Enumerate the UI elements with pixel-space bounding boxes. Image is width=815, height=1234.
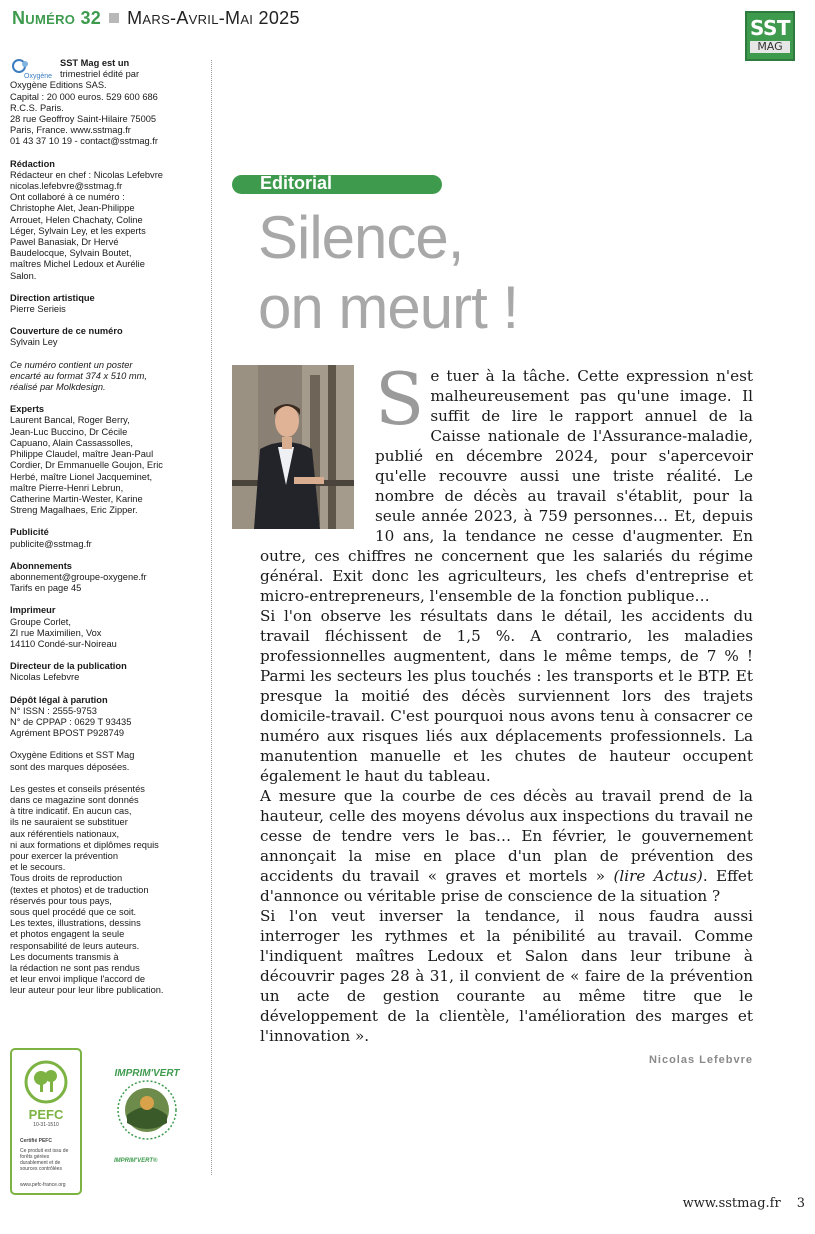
pefc-code: 10-31-1510 — [33, 1122, 59, 1128]
publicite-email: publicite@sstmag.fr — [10, 538, 92, 549]
section-tag — [232, 175, 442, 194]
experts-line: Herbé, maître Lionel Jacqueminet, — [10, 471, 153, 482]
redaction-line: Ont collaboré à ce numéro : — [10, 192, 125, 203]
experts-line: maître Pierre-Henri Lebrun, — [10, 482, 124, 493]
depot-legal-block — [10, 695, 205, 740]
redaction-line: Rédacteur en chef : Nicolas Lefebvre — [10, 169, 163, 180]
couverture-name: Sylvain Ley — [10, 337, 58, 348]
abonnements-title: Abonnements — [10, 560, 72, 571]
legal-line: aux référentiels nationaux, — [10, 828, 120, 839]
paragraph: Si l'on observe les résultats dans le détail, les accidents du travail fléchissent de 1,5 %. A contrario, les maladies professionnelles augmentent, dans le même temps, de 7 % ! Parmi les secteurs les plus touchés : les transports et le BTP. Et presque la moitié des décès surviennent lors des trajets domicile-travail. C'est pourquoi nous avons tenu à consacrer ce numéro aux risques liés aux déplacements professionnels. La manutention manuelle et les chutes de hauteur occupent également le haut du tableau. — [260, 607, 753, 785]
imprimeur-line: ZI rue Maximilien, Vox — [10, 627, 102, 638]
imprim-vert-icon — [112, 1079, 182, 1141]
pefc-tree-icon — [24, 1060, 68, 1104]
footer-url[interactable]: www.sstmag.fr — [682, 1196, 781, 1211]
oxygene-logo-text: Oxygène — [24, 73, 53, 80]
dropcap: S — [375, 357, 425, 441]
couverture-title: Couverture de ce numéro — [10, 326, 123, 337]
abonnements-line: Tarifs en page 45 — [10, 583, 82, 594]
paragraph — [260, 786, 753, 906]
logo-line1: SST — [749, 16, 791, 40]
legal-line: dans ce magazine sont donnés — [10, 794, 139, 805]
oxygene-logo-icon — [10, 58, 58, 80]
redaction-line: Arrouet, Helen Chachaty, Coline — [10, 214, 143, 225]
directeur-name: Nicolas Lefebvre — [10, 672, 80, 683]
depot-line: N° ISSN : 2555-9753 — [10, 705, 97, 716]
publicite-block — [10, 527, 205, 549]
page-number: 3 — [796, 1196, 805, 1211]
imprim-vert-small: IMPRIM'VERT® — [114, 1158, 158, 1164]
header-separator — [109, 13, 119, 23]
article-body — [260, 357, 754, 1070]
photo-spacer — [260, 366, 375, 530]
publicite-title: Publicité — [10, 527, 49, 538]
experts-line: Philippe Claudel, maître Jean-Paul — [10, 449, 154, 460]
headline — [258, 203, 518, 343]
imprimeur-title: Imprimeur — [10, 605, 56, 616]
legal-line: leur auteur pour leur libre publication. — [10, 985, 164, 996]
imprimeur-line: Groupe Corlet, — [10, 616, 71, 627]
redaction-line: Léger, Sylvain Ley, et les experts — [10, 225, 146, 236]
legal-line: réservés pour tous pays, — [10, 895, 112, 906]
imprimeur-block — [10, 605, 205, 650]
legal-line: ils ne sauraient se substituer — [10, 817, 128, 828]
imprim-vert-badge — [102, 1068, 192, 1178]
intro-line: 01 43 37 10 19 - contact@sstmag.fr — [10, 136, 158, 147]
abonnements-block — [10, 561, 205, 595]
paragraph-3-text-a: A mesure que la courbe de ces décès au travail prend de la hauteur, celle des moyens dévolus aux inspections du travail ne cesse de tendre vers le bas… En février, le gouvernement annonçait la mise en place d'un plan de prévention des accidents du travail « graves et mortels » — [260, 787, 753, 885]
legal-line: et le secours. — [10, 862, 66, 873]
imprimeur-line: 14110 Condé-sur-Noireau — [10, 638, 117, 649]
redaction-line: Salon. — [10, 270, 37, 281]
masthead-intro — [10, 58, 205, 148]
legal-line: ni aux formations et diplômes requis — [10, 839, 159, 850]
masthead-sidebar — [10, 58, 205, 997]
couverture-block — [10, 326, 205, 348]
legal-line: pour exercer la prévention — [10, 850, 119, 861]
headline-line2: on meurt ! — [258, 274, 519, 341]
intro-line: trimestriel édité par — [60, 69, 140, 80]
imprim-vert-title: IMPRIM'VERT — [114, 1068, 180, 1079]
abonnements-line: abonnement@groupe-oxygene.fr — [10, 571, 147, 582]
redaction-line: Baudelocque, Sylvain Boutet, — [10, 248, 132, 259]
redaction-block — [10, 159, 205, 282]
intro-line: Paris, France. www.sstmag.fr — [10, 125, 131, 136]
depot-title: Dépôt légal à parution — [10, 694, 108, 705]
da-title: Direction artistique — [10, 292, 95, 303]
redaction-line: Pawel Banasiak, Dr Hervé — [10, 237, 119, 248]
experts-line: Cordier, Dr Emmanuelle Goujon, Eric — [10, 460, 163, 471]
page-footer — [683, 1196, 805, 1211]
column-divider — [211, 60, 212, 1175]
legal-line: et photos engagent la seule — [10, 929, 125, 940]
depot-line: Agrément BPOST P928749 — [10, 728, 125, 739]
pefc-text: Ce produit est issu de forêts gérées durablement et de sources contrôlées — [20, 1148, 69, 1172]
redaction-line: Christophe Alet, Jean-Philippe — [10, 203, 135, 214]
legal-line: et leur envoi implique l'accord de — [10, 974, 146, 985]
experts-line: Catherine Martin-Wester, Karine — [10, 493, 143, 504]
section-tag-label: Editorial — [260, 173, 333, 193]
pefc-cert: Certifié PEFC — [20, 1138, 52, 1144]
experts-title: Experts — [10, 404, 45, 415]
running-header — [12, 8, 300, 29]
issue-date: Mars-Avril-Mai 2025 — [127, 8, 300, 28]
intro-line: Oxygène Editions SAS. — [10, 80, 107, 91]
directeur-title: Directeur de la publication — [10, 661, 127, 672]
poster-line: réalisé par Molkdesign. — [10, 382, 106, 393]
legal-line: à titre indicatif. En aucun cas, — [10, 806, 132, 817]
marques-line: sont des marques déposées. — [10, 761, 130, 772]
redaction-line: maîtres Michel Ledoux et Aurélie — [10, 259, 145, 270]
legal-line: (textes et photos) et de traduction — [10, 884, 149, 895]
pefc-badge — [10, 1048, 82, 1195]
legal-line: Les documents transmis à — [10, 951, 119, 962]
paragraph: Si l'on veut inverser la tendance, il nous faudra aussi interroger les rythmes et la pénibilité au travail. Comme l'indiquent maîtres Ledoux et Salon dans leur tribune à découvrir pages 28 à 31, il convient de « faire de la prévention un acte de gestion courante au même titre que le développement de la clientèle, l'amélioration des marges et l'innovation ». — [260, 907, 753, 1045]
headline-line1: Silence, — [258, 204, 464, 271]
direction-artistique-block — [10, 293, 205, 315]
poster-note — [10, 360, 205, 394]
author-signature: Nicolas Lefebvre — [648, 1054, 753, 1066]
experts-line: Streng Magalhaes, Eric Zipper. — [10, 505, 138, 516]
certification-badges — [10, 1048, 205, 1198]
experts-line: Jean-Luc Buccino, Dr Cécile — [10, 426, 128, 437]
legal-line: responsabilité de leurs auteurs. — [10, 940, 140, 951]
legal-line: Tous droits de reproduction — [10, 873, 123, 884]
intro-line: SST Mag est un — [60, 58, 130, 68]
depot-line: N° de CPPAP : 0629 T 93435 — [10, 716, 132, 727]
da-name: Pierre Serieis — [10, 304, 66, 315]
paragraph-3-text-b: . Effet d'annonce ou véritable prise de conscience de la situation ? — [260, 867, 754, 905]
poster-line: encarté au format 374 x 510 mm, — [10, 370, 147, 381]
issue-number: Numéro 32 — [12, 8, 102, 28]
experts-line: Laurent Bancal, Roger Berry, — [10, 415, 130, 426]
experts-block — [10, 404, 205, 516]
paragraph-3-italic: (lire Actus) — [613, 867, 703, 885]
marques-block — [10, 750, 205, 772]
pefc-url: www.pefc-france.org — [20, 1182, 66, 1188]
directeur-block — [10, 661, 205, 683]
legal-line: la rédaction ne sont pas rendus — [10, 963, 140, 974]
experts-line: Capuano, Alain Cassassolles, — [10, 437, 133, 448]
intro-line: 28 rue Geoffroy Saint-Hilaire 75005 — [10, 114, 157, 125]
legal-block — [10, 784, 205, 997]
intro-line: R.C.S. Paris. — [10, 102, 64, 113]
logo-line2: MAG — [750, 41, 790, 53]
intro-line: Capital : 20 000 euros. 529 600 686 — [10, 91, 158, 102]
legal-line: Les gestes et conseils présentés — [10, 783, 145, 794]
redaction-line: nicolas.lefebvre@sstmag.fr — [10, 181, 123, 192]
sstmag-logo — [745, 11, 795, 61]
pefc-name: PEFC — [28, 1107, 64, 1122]
marques-line: Oxygène Editions et SST Mag — [10, 750, 135, 761]
poster-line: Ce numéro contient un poster — [10, 359, 133, 370]
paragraph-1-text: e tuer à la tâche. Cette expression n'est malheureusement pas qu'une image. Il suffit de lire le rapport annuel de la Caisse nationale de l'Assurance-maladie, publié en décembre 2024, pour s'apercevoir qu'elle recouvre aussi une triste réalité. Le nombre de décès au travail s'établit, pour la seule année 2023, à 759 personnes… Et, depuis 10 ans, la tendance ne cesse d'augmenter. En outre, ces chiffres ne concernent que les salariés du régime général. Exit donc les agriculteurs, les chefs d'entreprise et micro-entrepreneurs, l'ensemble de la fonction publique… — [260, 367, 753, 605]
redaction-title: Rédaction — [10, 158, 55, 169]
legal-line: Les textes, illustrations, dessins — [10, 918, 141, 929]
legal-line: sous quel procédé que ce soit. — [10, 907, 137, 917]
